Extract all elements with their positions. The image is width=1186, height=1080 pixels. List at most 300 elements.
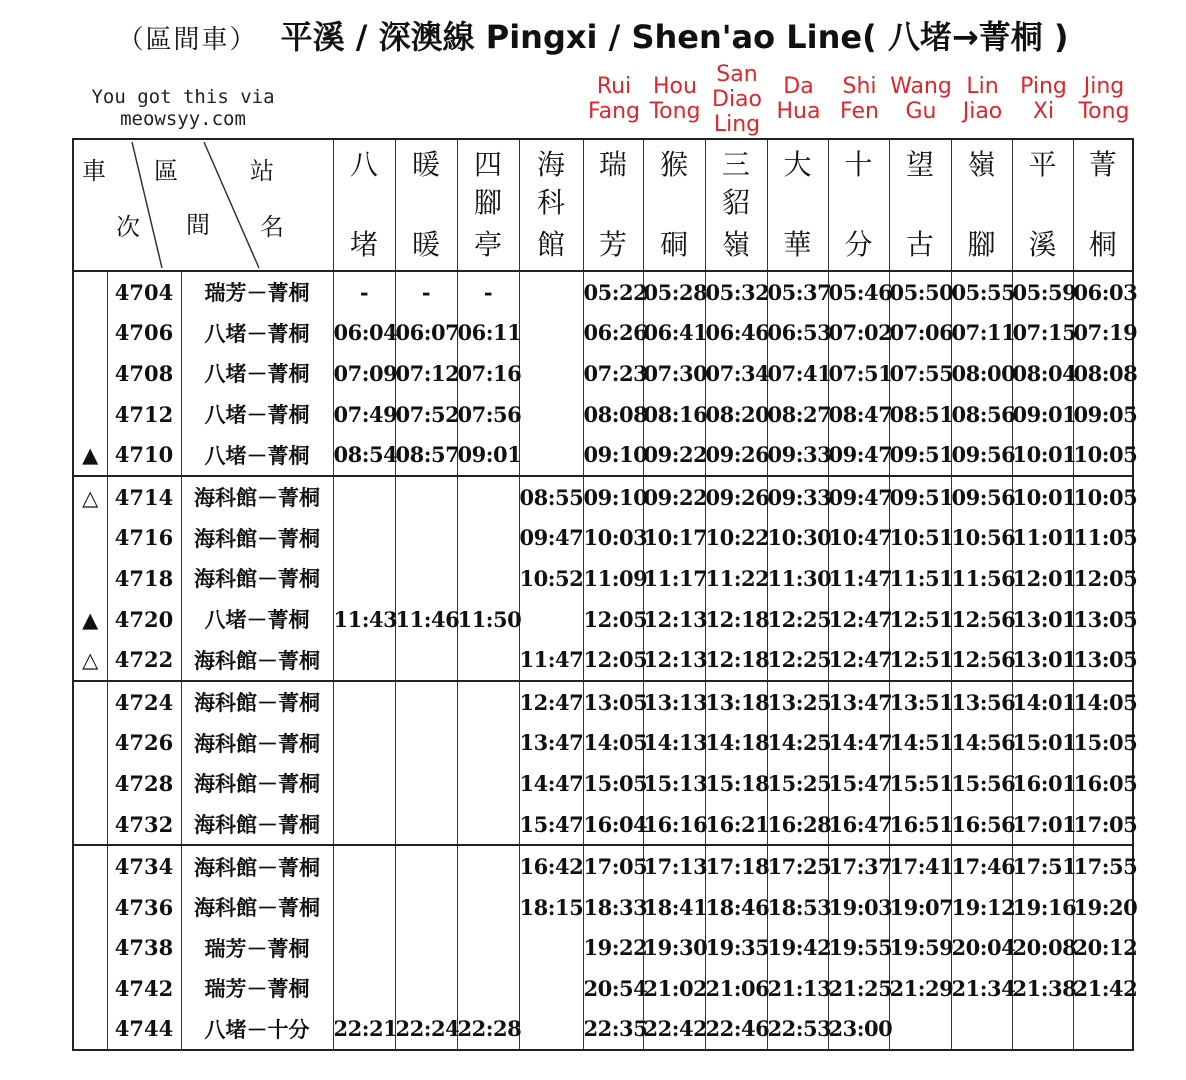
departure-time: 17:05 <box>1073 804 1133 846</box>
timetable-title <box>0 12 1186 58</box>
departure-time: 07:02 <box>828 313 889 354</box>
departure-time: 11:17 <box>643 558 705 599</box>
departure-time: 11:43 <box>333 599 395 640</box>
departure-time: 09:22 <box>643 434 705 476</box>
departure-time: 08:54 <box>333 434 395 476</box>
departure-time: 14:51 <box>889 723 951 764</box>
table-row <box>73 313 1133 354</box>
departure-time <box>457 804 519 846</box>
departure-time: 10:22 <box>705 518 767 559</box>
departure-time: 23:00 <box>828 1009 889 1051</box>
station-name-bottom: 嶺 <box>721 228 750 261</box>
departure-time <box>889 1009 951 1051</box>
departure-time: 15:47 <box>828 763 889 804</box>
train-mark <box>73 763 107 804</box>
train-number: 4718 <box>107 558 181 599</box>
watermark-line-2: meowsyy.com <box>120 108 246 130</box>
train-mark: ▲ <box>73 599 107 640</box>
departure-time <box>395 681 457 723</box>
departure-time <box>519 1009 583 1051</box>
departure-time: 16:05 <box>1073 763 1133 804</box>
departure-time: 10:01 <box>1012 476 1073 518</box>
departure-time: 20:04 <box>951 928 1012 969</box>
train-number: 4734 <box>107 845 181 887</box>
departure-time: 19:03 <box>828 887 889 928</box>
departure-time: 08:00 <box>951 353 1012 394</box>
departure-time <box>333 476 395 518</box>
station-name-bottom: 亭 <box>473 228 502 261</box>
departure-time: 14:25 <box>767 723 828 764</box>
departure-time <box>1073 1009 1133 1051</box>
departure-time <box>519 394 583 435</box>
departure-time: 09:51 <box>889 434 951 476</box>
train-route: 海科館－菁桐 <box>181 681 333 723</box>
station-name-bottom: 堵 <box>349 228 378 261</box>
departure-time: 05:46 <box>828 271 889 313</box>
departure-time: 05:28 <box>643 271 705 313</box>
departure-time: 06:26 <box>583 313 643 354</box>
station-header <box>705 139 767 271</box>
departure-time: 12:47 <box>519 681 583 723</box>
departure-time: 21:29 <box>889 968 951 1009</box>
station-name-bottom: 古 <box>905 228 934 261</box>
departure-time <box>395 476 457 518</box>
departure-time: 15:05 <box>583 763 643 804</box>
table-row <box>73 723 1133 764</box>
departure-time: 12:05 <box>583 599 643 640</box>
departure-time: 06:53 <box>767 313 828 354</box>
departure-time: 17:01 <box>1012 804 1073 846</box>
departure-time <box>333 723 395 764</box>
romanized-name <box>952 62 1014 150</box>
departure-time <box>333 558 395 599</box>
departure-time: 09:10 <box>583 434 643 476</box>
departure-time: 10:30 <box>767 518 828 559</box>
train-route: 海科館－菁桐 <box>181 639 333 681</box>
table-row <box>73 763 1133 804</box>
departure-time: 19:55 <box>828 928 889 969</box>
train-number: 4722 <box>107 639 181 681</box>
departure-time: 07:16 <box>457 353 519 394</box>
station-name-top: 四 腳 <box>473 148 502 219</box>
departure-time: 14:01 <box>1012 681 1073 723</box>
departure-time: 16:21 <box>705 804 767 846</box>
train-number: 4714 <box>107 476 181 518</box>
departure-time: 12:56 <box>951 639 1012 681</box>
departure-time: 19:12 <box>951 887 1012 928</box>
departure-time <box>457 763 519 804</box>
train-mark <box>73 804 107 846</box>
departure-time: 12:51 <box>889 639 951 681</box>
train-number: 4742 <box>107 968 181 1009</box>
romanized-part: Fen <box>840 99 879 124</box>
departure-time <box>519 928 583 969</box>
departure-time: 12:13 <box>643 639 705 681</box>
romanized-part: Hou <box>653 74 697 99</box>
departure-time: 13:25 <box>767 681 828 723</box>
departure-time: 12:47 <box>828 639 889 681</box>
departure-time <box>457 476 519 518</box>
departure-time: 05:22 <box>583 271 643 313</box>
departure-time: 15:47 <box>519 804 583 846</box>
departure-time: 13:05 <box>583 681 643 723</box>
table-row <box>73 271 1133 313</box>
departure-time <box>457 968 519 1009</box>
train-mark <box>73 723 107 764</box>
departure-time: 09:47 <box>828 476 889 518</box>
departure-time: 10:05 <box>1073 476 1133 518</box>
departure-time: 18:53 <box>767 887 828 928</box>
departure-time: 08:27 <box>767 394 828 435</box>
romanized-part: Fang <box>587 99 641 124</box>
departure-time: 11:01 <box>1012 518 1073 559</box>
departure-time: 16:51 <box>889 804 951 846</box>
departure-time: 22:24 <box>395 1009 457 1051</box>
table-row <box>73 599 1133 640</box>
table-row <box>73 476 1133 518</box>
departure-time: 08:08 <box>1073 353 1133 394</box>
station-name-bottom: 硐 <box>659 228 688 261</box>
train-route: 海科館－菁桐 <box>181 845 333 887</box>
departure-time <box>333 845 395 887</box>
departure-time: 09:33 <box>767 476 828 518</box>
train-mark <box>73 845 107 887</box>
train-route: 海科館－菁桐 <box>181 763 333 804</box>
station-header <box>333 139 395 271</box>
departure-time: 18:46 <box>705 887 767 928</box>
departure-time: 10:47 <box>828 518 889 559</box>
departure-time <box>457 887 519 928</box>
romanized-name <box>1013 62 1075 150</box>
table-row <box>73 434 1133 476</box>
departure-time: 05:32 <box>705 271 767 313</box>
train-route: 八堵－菁桐 <box>181 313 333 354</box>
romanized-part: Xi <box>1032 99 1055 124</box>
header-corner <box>73 139 333 271</box>
departure-time: 19:22 <box>583 928 643 969</box>
departure-time: 13:18 <box>705 681 767 723</box>
departure-time: 17:41 <box>889 845 951 887</box>
departure-time: 12:51 <box>889 599 951 640</box>
departure-time: 08:20 <box>705 394 767 435</box>
train-mark <box>73 394 107 435</box>
romanized-part: Jing <box>1083 74 1125 99</box>
departure-time: 12:18 <box>705 639 767 681</box>
train-route: 海科館－菁桐 <box>181 518 333 559</box>
departure-time: 11:47 <box>828 558 889 599</box>
departure-time: 07:52 <box>395 394 457 435</box>
departure-time: 09:26 <box>705 434 767 476</box>
departure-time: 13:05 <box>1073 639 1133 681</box>
train-mark <box>73 681 107 723</box>
station-name-bottom: 溪 <box>1028 228 1057 261</box>
departure-time: 15:13 <box>643 763 705 804</box>
station-name-bottom: 芳 <box>598 228 627 261</box>
header-station-label: 站 <box>250 157 274 185</box>
line-name: 平溪 / 深澳線 Pingxi / Shen'ao Line( 八堵→菁桐 ) <box>280 18 1069 56</box>
station-name-top: 猴 <box>659 148 688 181</box>
departure-time: 09:56 <box>951 476 1012 518</box>
departure-time: 10:05 <box>1073 434 1133 476</box>
departure-time: 17:05 <box>583 845 643 887</box>
departure-time: - <box>395 271 457 313</box>
departure-time <box>395 558 457 599</box>
train-route: 瑞芳－菁桐 <box>181 968 333 1009</box>
station-name-top: 十 <box>844 148 873 181</box>
station-name-bottom: 華 <box>783 228 812 261</box>
departure-time: 08:56 <box>951 394 1012 435</box>
departure-time <box>395 639 457 681</box>
train-number: 4738 <box>107 928 181 969</box>
train-mark <box>73 1009 107 1051</box>
departure-time: 11:30 <box>767 558 828 599</box>
departure-time: 06:03 <box>1073 271 1133 313</box>
station-name-top: 菁 <box>1088 148 1117 181</box>
departure-time: 19:42 <box>767 928 828 969</box>
departure-time: 12:05 <box>1073 558 1133 599</box>
departure-time: 14:05 <box>583 723 643 764</box>
train-mark <box>73 928 107 969</box>
departure-time <box>333 518 395 559</box>
header-interval-label: 間 <box>186 211 210 239</box>
departure-time: 12:47 <box>828 599 889 640</box>
romanized-name <box>583 62 645 150</box>
departure-time: 15:25 <box>767 763 828 804</box>
departure-time <box>519 599 583 640</box>
train-mark <box>73 887 107 928</box>
table-row <box>73 394 1133 435</box>
departure-time: 22:42 <box>643 1009 705 1051</box>
train-mark <box>73 313 107 354</box>
departure-time: 21:06 <box>705 968 767 1009</box>
departure-time: 11:56 <box>951 558 1012 599</box>
departure-time: 10:56 <box>951 518 1012 559</box>
watermark-line-1: You got this via <box>91 86 275 108</box>
watermark-text <box>78 86 288 130</box>
station-header <box>643 139 705 271</box>
departure-time <box>951 1009 1012 1051</box>
departure-time <box>457 845 519 887</box>
departure-time: 07:34 <box>705 353 767 394</box>
romanized-name <box>890 62 952 150</box>
departure-time: 06:41 <box>643 313 705 354</box>
train-mark <box>73 518 107 559</box>
departure-time: 07:09 <box>333 353 395 394</box>
departure-time <box>395 723 457 764</box>
departure-time: 19:07 <box>889 887 951 928</box>
departure-time <box>395 518 457 559</box>
departure-time <box>333 887 395 928</box>
train-route: 海科館－菁桐 <box>181 723 333 764</box>
train-mark: △ <box>73 639 107 681</box>
station-name-bottom: 桐 <box>1088 228 1117 261</box>
table-row <box>73 518 1133 559</box>
station-name-bottom: 分 <box>844 228 873 261</box>
departure-time: 17:18 <box>705 845 767 887</box>
departure-time: 11:47 <box>519 639 583 681</box>
departure-time: 05:50 <box>889 271 951 313</box>
station-name-top: 三 貂 <box>721 148 750 219</box>
departure-time: - <box>457 271 519 313</box>
station-header <box>519 139 583 271</box>
departure-time: 07:55 <box>889 353 951 394</box>
departure-time: 21:25 <box>828 968 889 1009</box>
departure-time: 07:30 <box>643 353 705 394</box>
train-route: 海科館－菁桐 <box>181 476 333 518</box>
table-row <box>73 681 1133 723</box>
train-number: 4720 <box>107 599 181 640</box>
train-class-label: （區間車） <box>117 25 258 55</box>
departure-time: 19:20 <box>1073 887 1133 928</box>
departure-time: 22:28 <box>457 1009 519 1051</box>
romanized-part: Tong <box>649 99 701 124</box>
departure-time: 14:18 <box>705 723 767 764</box>
train-number: 4728 <box>107 763 181 804</box>
romanized-part: Gu <box>905 99 937 124</box>
departure-time <box>519 271 583 313</box>
departure-time: 21:13 <box>767 968 828 1009</box>
departure-time: 12:56 <box>951 599 1012 640</box>
departure-time: 17:25 <box>767 845 828 887</box>
romanized-part: Wang <box>890 74 952 99</box>
departure-time: 08:04 <box>1012 353 1073 394</box>
departure-time: 12:05 <box>583 639 643 681</box>
departure-time: 10:52 <box>519 558 583 599</box>
departure-time: 19:16 <box>1012 887 1073 928</box>
departure-time <box>395 845 457 887</box>
departure-time: 15:01 <box>1012 723 1073 764</box>
train-number: 4726 <box>107 723 181 764</box>
departure-time: 07:06 <box>889 313 951 354</box>
departure-time <box>457 518 519 559</box>
departure-time: 09:01 <box>457 434 519 476</box>
departure-time: 19:35 <box>705 928 767 969</box>
departure-time: 11:05 <box>1073 518 1133 559</box>
departure-time: 09:26 <box>705 476 767 518</box>
train-number: 4736 <box>107 887 181 928</box>
departure-time: 08:51 <box>889 394 951 435</box>
departure-time: 11:22 <box>705 558 767 599</box>
train-number: 4712 <box>107 394 181 435</box>
station-header <box>1073 139 1133 271</box>
departure-time <box>395 887 457 928</box>
departure-time: 06:07 <box>395 313 457 354</box>
departure-time: 07:15 <box>1012 313 1073 354</box>
header-name-label: 名 <box>260 213 284 241</box>
departure-time: 20:08 <box>1012 928 1073 969</box>
departure-time: 12:18 <box>705 599 767 640</box>
departure-time: 10:17 <box>643 518 705 559</box>
station-header <box>828 139 889 271</box>
departure-time: 07:23 <box>583 353 643 394</box>
train-route: 海科館－菁桐 <box>181 558 333 599</box>
departure-time: 09:10 <box>583 476 643 518</box>
departure-time: 15:56 <box>951 763 1012 804</box>
station-name-top: 海 科 <box>536 148 565 219</box>
table-row <box>73 968 1133 1009</box>
departure-time: 15:05 <box>1073 723 1133 764</box>
train-route: 海科館－菁桐 <box>181 804 333 846</box>
departure-time: 05:37 <box>767 271 828 313</box>
train-mark <box>73 968 107 1009</box>
train-number: 4744 <box>107 1009 181 1051</box>
romanized-part: Ling <box>713 112 761 137</box>
departure-time: 12:25 <box>767 599 828 640</box>
romanized-part: Rui <box>596 74 632 99</box>
departure-time: 17:13 <box>643 845 705 887</box>
station-header <box>583 139 643 271</box>
train-route: 瑞芳－菁桐 <box>181 271 333 313</box>
departure-time <box>457 681 519 723</box>
departure-time: 15:18 <box>705 763 767 804</box>
romanized-part: Hua <box>776 99 821 124</box>
departure-time: 13:56 <box>951 681 1012 723</box>
station-name-top: 望 <box>905 148 934 181</box>
departure-time: 16:01 <box>1012 763 1073 804</box>
train-mark: △ <box>73 476 107 518</box>
train-route: 瑞芳－菁桐 <box>181 928 333 969</box>
departure-time: 16:42 <box>519 845 583 887</box>
departure-time: 17:37 <box>828 845 889 887</box>
departure-time: 11:50 <box>457 599 519 640</box>
departure-time: 12:25 <box>767 639 828 681</box>
departure-time: 22:35 <box>583 1009 643 1051</box>
departure-time: 13:05 <box>1073 599 1133 640</box>
departure-time: 09:01 <box>1012 394 1073 435</box>
departure-time: 19:30 <box>643 928 705 969</box>
departure-time <box>395 928 457 969</box>
station-name-bottom: 腳 <box>967 228 996 261</box>
station-header <box>951 139 1012 271</box>
romanized-name <box>706 62 768 138</box>
departure-time <box>519 353 583 394</box>
departure-time: 13:47 <box>519 723 583 764</box>
departure-time: 14:47 <box>828 723 889 764</box>
romanized-part: Lin <box>966 74 999 99</box>
departure-time: 22:53 <box>767 1009 828 1051</box>
departure-time <box>333 968 395 1009</box>
table-row <box>73 804 1133 846</box>
departure-time: 07:11 <box>951 313 1012 354</box>
departure-time: 14:13 <box>643 723 705 764</box>
departure-time: 08:57 <box>395 434 457 476</box>
departure-time <box>333 928 395 969</box>
departure-time: 07:12 <box>395 353 457 394</box>
romanized-name <box>829 62 891 150</box>
departure-time <box>333 639 395 681</box>
departure-time: 21:02 <box>643 968 705 1009</box>
departure-time: 16:47 <box>828 804 889 846</box>
station-header <box>1012 139 1073 271</box>
romanized-part: San <box>716 62 758 87</box>
train-number: 4732 <box>107 804 181 846</box>
station-name-bottom: 暖 <box>411 228 440 261</box>
departure-time: 20:54 <box>583 968 643 1009</box>
departure-time: 13:51 <box>889 681 951 723</box>
header-number-label: 次 <box>116 213 140 241</box>
romanized-name <box>1073 62 1135 150</box>
train-mark <box>73 558 107 599</box>
departure-time <box>333 681 395 723</box>
departure-time: 12:13 <box>643 599 705 640</box>
train-number: 4706 <box>107 313 181 354</box>
departure-time: 08:08 <box>583 394 643 435</box>
departure-time: 13:13 <box>643 681 705 723</box>
romanized-name <box>768 62 830 150</box>
departure-time: 16:56 <box>951 804 1012 846</box>
departure-time: 09:47 <box>519 518 583 559</box>
departure-time: 21:38 <box>1012 968 1073 1009</box>
